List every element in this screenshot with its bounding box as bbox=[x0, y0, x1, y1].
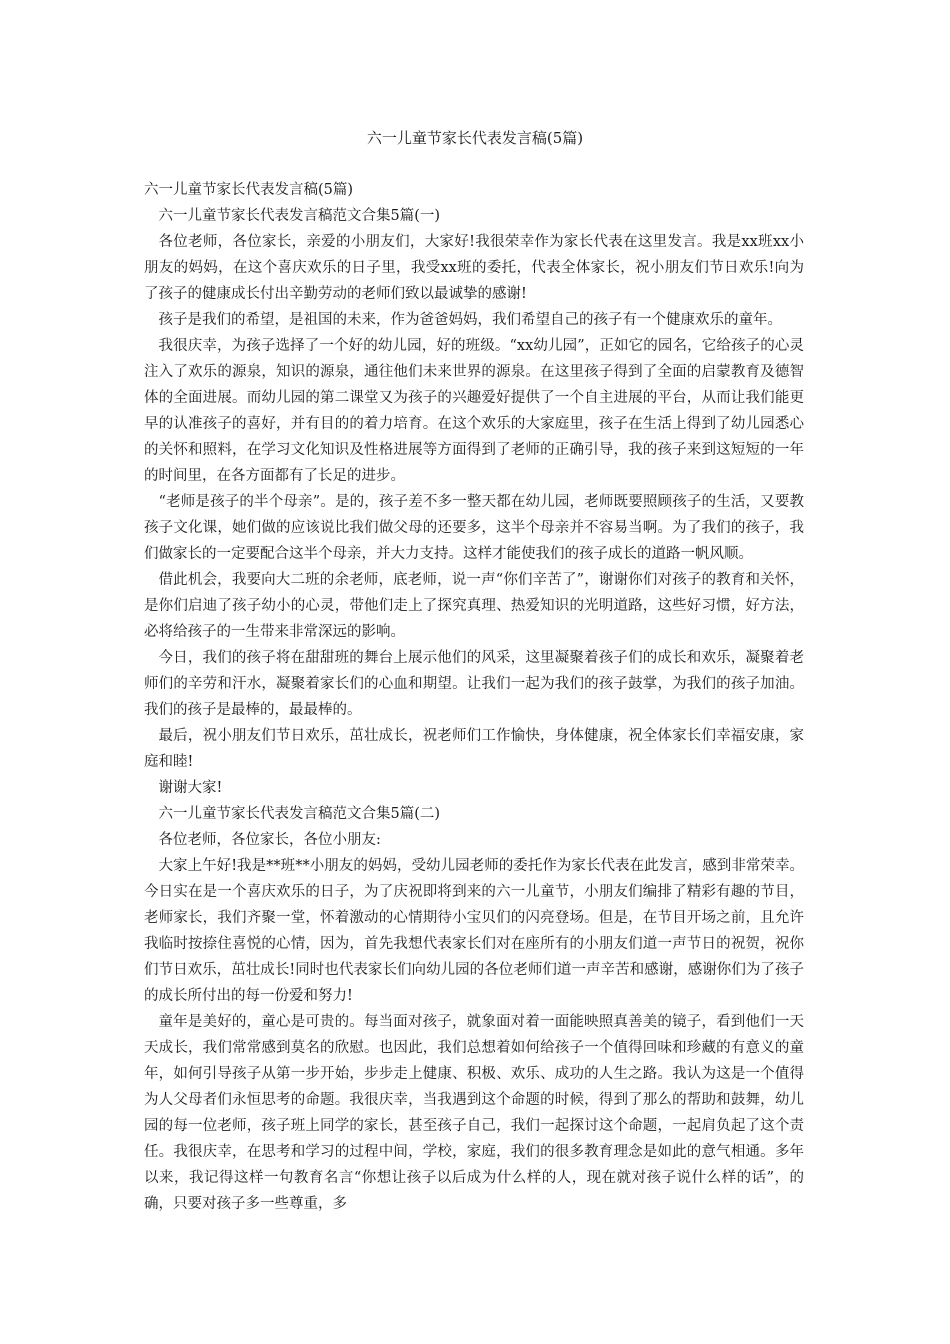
paragraph: 大家上午好!我是**班**小朋友的妈妈，受幼儿园老师的委托作为家长代表在此发言，感到非常荣幸。今日实在是一个喜庆欢乐的日子，为了庆祝即将到来的六一儿童节，小朋友们编排了精彩有趣的节目，老师家长，我们齐聚一堂，怀着激动的心情期待小宝贝们的闪亮登场。但是，在节目开场之前，且允许我临时按捺住喜悦的心情，因为，首先我想代表家长们对在座所有的小朋友们道一声节日的祝贺，祝你们节日欢乐，茁壮成长!同时也代表家长们向幼儿园的各位老师们道一声辛苦和感谢，感谢你们为了孩子的成长所付出的每一份爱和努力! bbox=[144, 858, 804, 1004]
paragraph: 孩子是我们的希望，是祖国的未来，作为爸爸妈妈，我们希望自己的孩子有一个健康欢乐的童年。 bbox=[158, 312, 782, 328]
paragraph: 今日，我们的孩子将在甜甜班的舞台上展示他们的风采，这里凝聚着孩子们的成长和欢乐，凝聚着老师们的辛劳和汗水，凝聚着家长们的心血和期望。让我们一起为我们的孩子鼓掌，为我们的孩子加油。我们的孩子是最棒的，最最棒的。 bbox=[144, 650, 804, 718]
paragraph: 各位老师，各位家长，亲爱的小朋友们，大家好!我很荣幸作为家长代表在这里发言。我是xx班xx小朋友的妈妈，在这个喜庆欢乐的日子里，我受xx班的委托，代表全体家长，祝小朋友们节日欢乐!向为了孩子的健康成长付出辛勤劳动的老师们致以最诚挚的感谢! bbox=[144, 234, 804, 302]
section-heading-2: 六一儿童节家长代表发言稿范文合集5篇(二) bbox=[158, 806, 441, 822]
paragraph: “老师是孩子的半个母亲”。是的，孩子差不多一整天都在幼儿园，老师既要照顾孩子的生活，又要教孩子文化课，她们做的应该说比我们做父母的还要多，这半个母亲并不容易当啊。为了我们的孩子，我们做家长的一定要配合这半个母亲，并大力支持。这样才能使我们的孩子成长的道路一帆风顺。 bbox=[144, 494, 804, 562]
paragraph: 最后，祝小朋友们节日欢乐，茁壮成长，祝老师们工作愉快，身体健康，祝全体家长们幸福安康，家庭和睦! bbox=[144, 728, 804, 770]
paragraph: 各位老师，各位家长，各位小朋友: bbox=[158, 832, 381, 848]
document-heading: 六一儿童节家长代表发言稿(5篇) bbox=[144, 182, 354, 198]
document-body bbox=[144, 177, 804, 1217]
paragraph: 谢谢大家! bbox=[158, 780, 223, 796]
section-heading-1: 六一儿童节家长代表发言稿范文合集5篇(一) bbox=[158, 208, 441, 224]
page-title: 六一儿童节家长代表发言稿(5篇) bbox=[366, 129, 584, 147]
paragraph: 我很庆幸，为孩子选择了一个好的幼儿园，好的班级。“xx幼儿园”，正如它的园名，它给孩子的心灵注入了欢乐的源泉，知识的源泉，通往他们未来世界的源泉。在这里孩子得到了全面的启蒙教育及德智体的全面进展。而幼儿园的第二课堂又为孩子的兴趣爱好提供了一个自主进展的平台，从而让我们能更早的认准孩子的喜好，并有目的的着力培育。在这个欢乐的大家庭里，孩子在生活上得到了幼儿园悉心的关怀和照料，在学习文化知识及性格进展等方面得到了老师的正确引导，我的孩子来到这短短的一年的时间里，在各方面都有了长足的进步。 bbox=[144, 338, 804, 484]
paragraph: 借此机会，我要向大二班的余老师，底老师，说一声“你们辛苦了”，谢谢你们对孩子的教育和关怀，是你们启迪了孩子幼小的心灵，带他们走上了探究真理、热爱知识的光明道路，这些好习惯，好方法，必将给孩子的一生带来非常深远的影响。 bbox=[144, 572, 804, 640]
paragraph: 童年是美好的，童心是可贵的。每当面对孩子，就象面对着一面能映照真善美的镜子，看到他们一天天成长，我们常常感到莫名的欣慰。也因此，我们总想着如何给孩子一个值得回味和珍藏的有意义的童年，如何引导孩子从第一步开始，步步走上健康、积极、欢乐、成功的人生之路。我认为这是一个值得为人父母者们永恒思考的命题。我很庆幸，当我遇到这个命题的时候，得到了那么的帮助和鼓舞，幼儿园的每一位老师，孩子班上同学的家长，甚至孩子自己，我们一起探讨这个命题，一起肩负起了这个责任。我很庆幸，在思考和学习的过程中间，学校，家庭，我们的很多教育理念是如此的意气相通。多年以来，我记得这样一句教育名言“你想让孩子以后成为什么样的人，现在就对孩子说什么样的话”，的确，只要对孩子多一些尊重，多 bbox=[144, 1014, 804, 1212]
